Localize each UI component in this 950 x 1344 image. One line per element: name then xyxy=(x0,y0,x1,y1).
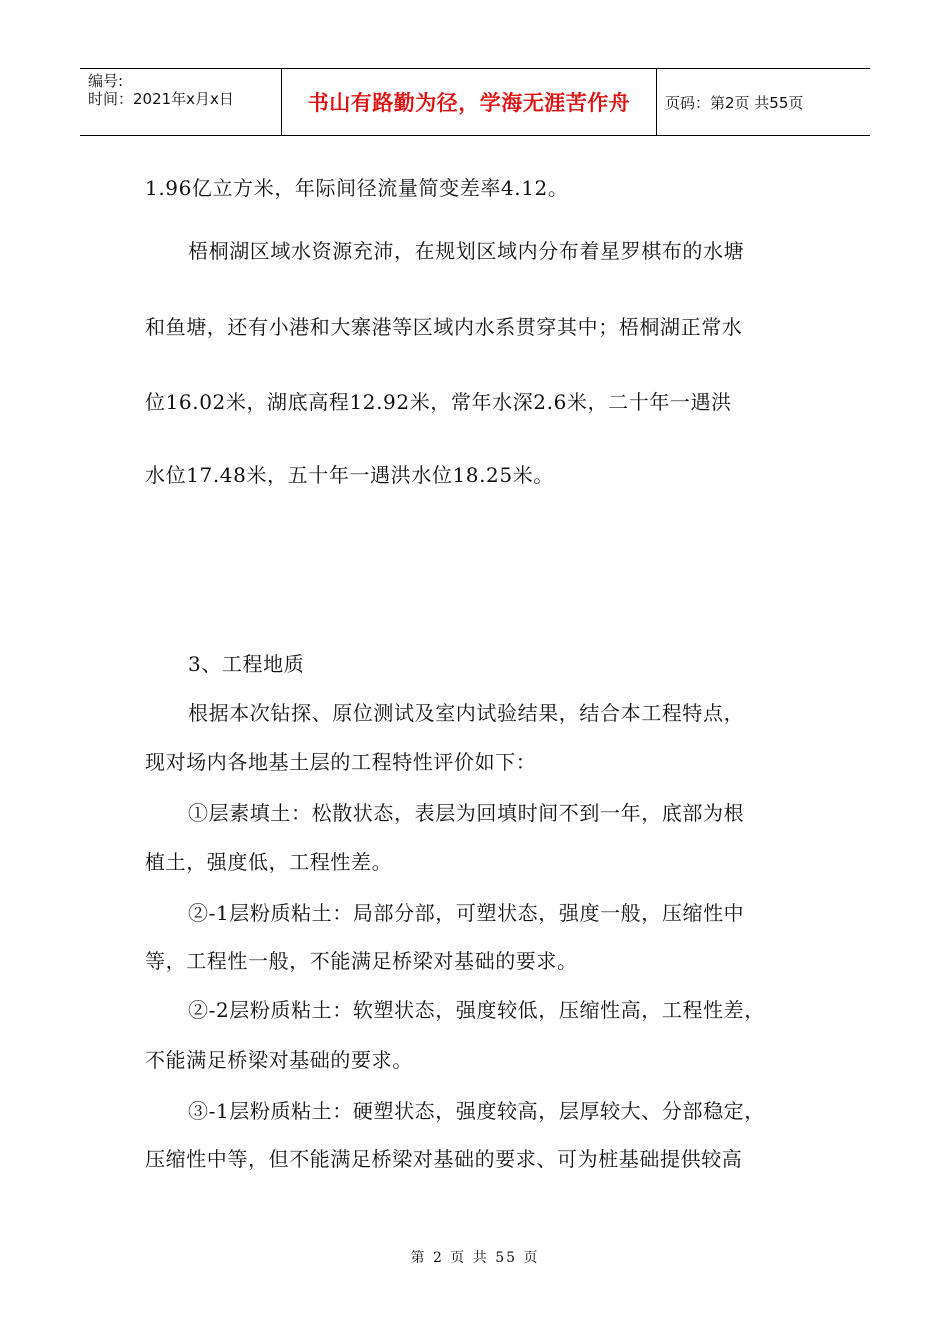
page-header xyxy=(80,68,870,136)
body-line: 现对场内各地基土层的工程特性评价如下： xyxy=(145,750,537,774)
section-heading: 3、工程地质 xyxy=(188,652,305,676)
body-line: ②-2层粉质粘土：软塑状态，强度较低，压缩性高，工程性差， xyxy=(188,998,765,1022)
body-line: ①层素填土：松散状态，表层为回填时间不到一年，底部为根 xyxy=(188,801,745,825)
body-line: ③-1层粉质粘土：硬塑状态，强度较高，层厚较大、分部稳定， xyxy=(188,1099,765,1123)
body-line: 梧桐湖区域水资源充沛，在规划区域内分布着星罗棋布的水塘 xyxy=(188,239,745,263)
doc-date-label: 时间：2021年x月x日 xyxy=(88,90,234,108)
header-page-info: 页码：第2页 共55页 xyxy=(665,93,804,112)
header-meta-cell xyxy=(80,69,282,135)
body-line: 根据本次钻探、原位测试及室内试验结果，结合本工程特点， xyxy=(188,701,745,725)
body-line: 不能满足桥梁对基础的要求。 xyxy=(145,1048,413,1072)
body-line: 和鱼塘，还有小港和大寨港等区域内水系贯穿其中；梧桐湖正常水 xyxy=(145,315,743,339)
header-motto: 书山有路勤为径，学海无涯苦作舟 xyxy=(282,69,657,135)
body-line: 位16.02米，湖底高程12.92米，常年水深2.6米，二十年一遇洪 xyxy=(145,390,732,414)
body-line: 植土，强度低，工程性差。 xyxy=(145,850,393,874)
body-line: ②-1层粉质粘土：局部分部，可塑状态，强度一般，压缩性中 xyxy=(188,901,745,925)
page-footer: 第 2 页 共 55 页 xyxy=(410,1250,540,1266)
body-line: 压缩性中等，但不能满足桥梁对基础的要求、可为桩基础提供较高 xyxy=(145,1147,743,1171)
body-line: 1.96亿立方米，年际间径流量简变差率4.12。 xyxy=(145,176,569,200)
body-line: 水位17.48米，五十年一遇洪水位18.25米。 xyxy=(145,463,554,487)
doc-number-label: 编号: xyxy=(88,72,124,90)
body-line: 等，工程性一般，不能满足桥梁对基础的要求。 xyxy=(145,949,578,973)
